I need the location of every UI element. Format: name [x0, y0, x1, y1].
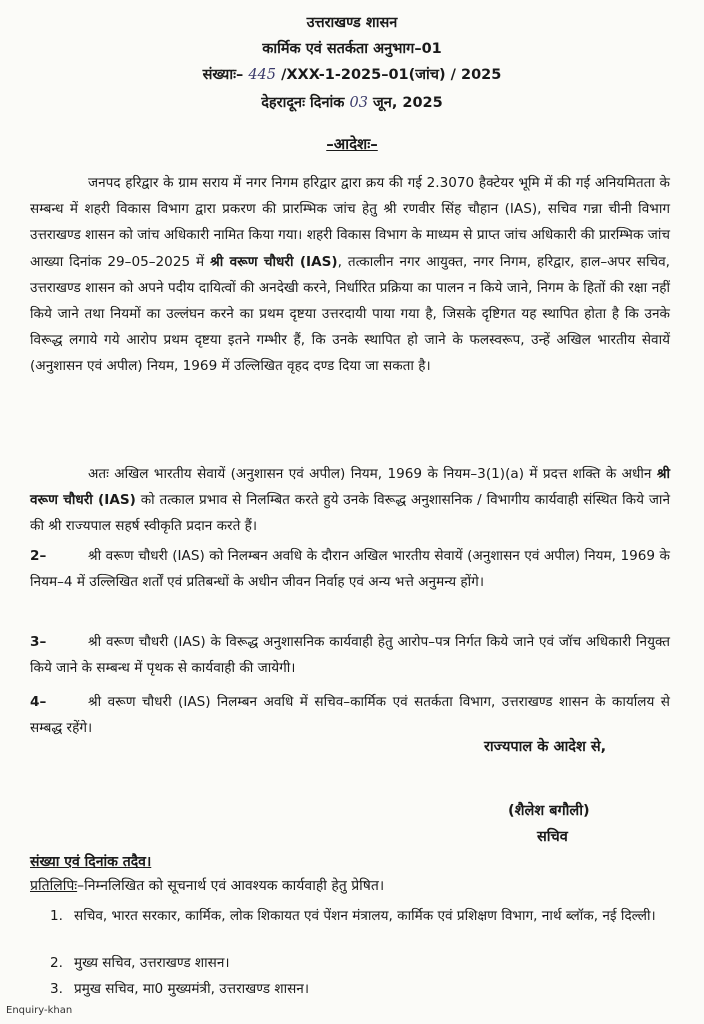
- list-item: 3. प्रमुख सचिव, मा0 मुख्यमंत्री, उत्तराखण्ड शासन।: [50, 981, 309, 997]
- watermark-text: Enquiry-khan: [6, 1005, 73, 1016]
- signatory-designation: सचिव: [537, 829, 568, 845]
- paragraph-2: अतः अखिल भारतीय सेवायें (अनुशासन एवं अपील) नियम, 1969 के नियम–3(1)(a) में प्रदत्त शक्ति के अधीन श्री वरूण चौधरी (IAS) को तत्काल प्रभाव से निलम्बित करते हुये उनके विरूद्ध अनुशासनिक / विभागीय कार्यवाही संस्थित किये जाने की श्री राज्यपाल सहर्ष स्वीकृति प्रदान करते हैं।: [30, 466, 670, 535]
- clause-2: 2– श्री वरूण चौधरी (IAS) को निलम्बन अवधि के दौरान अखिल भारतीय सेवायें (अनुशासन एवं अपील) नियम, 1969 के नियम–4 में उल्लिखित शर्तों एवं प्रतिबन्धों के अधीन जीवन निर्वाह एवं अन्य भत्ते अनुमन्य होंगे।: [30, 548, 670, 591]
- reference-number: संख्याः– 445 /XXX-1-2025–01(जांच) / 2025: [202, 67, 502, 83]
- list-item: 2. मुख्य सचिव, उत्तराखण्ड शासन।: [50, 955, 230, 971]
- issue-date: देहरादूनः दिनांक 03 जून, 2025: [261, 95, 443, 111]
- by-order-line: राज्यपाल के आदेश से,: [484, 739, 607, 755]
- handwritten-ref-number: 445: [248, 67, 277, 83]
- section-name: कार्मिक एवं सतर्कता अनुभाग–01: [262, 41, 442, 57]
- clause-4: 4– श्री वरूण चौधरी (IAS) निलम्बन अवधि में सचिव–कार्मिक एवं सतर्कता विभाग, उत्तराखण्ड शासन के कार्यालय से सम्बद्ध रहेंगे।: [30, 694, 670, 737]
- handwritten-date-day: 03: [349, 95, 368, 111]
- copy-to-line: प्रतिलिपिः–निम्नलिखित को सूचनार्थ एवं आवश्यक कार्यवाही हेतु प्रेषित।: [30, 878, 385, 894]
- officer-name: श्री वरूण चौधरी (IAS): [30, 466, 670, 509]
- list-item: 1. सचिव, भारत सरकार, कार्मिक, लोक शिकायत एवं पेंशन मंत्रालय, कार्मिक एवं प्रशिक्षण विभाग, नार्थ ब्लॉक, नई दिल्ली।: [50, 908, 656, 924]
- officer-name: श्री वरूण चौधरी (IAS): [210, 253, 338, 270]
- order-title: –आदेशः–: [326, 135, 378, 153]
- paragraph-1: जनपद हरिद्वार के ग्राम सराय में नगर निगम हरिद्वार द्वारा क्रय की गई 2.3070 हैक्टेयर भूमि में की गई अनियमितता के सम्बन्ध में शहरी विकास विभाग द्वारा प्रकरण की प्रारम्भिक जांच हेतु श्री रणवीर सिंह चौहान (IAS), सचिव गन्ना चीनी विभाग उत्तराखण्ड शासन को जांच अधिकारी नामित किया गया। शहरी विकास विभाग के माध्यम से प्राप्त जांच अधिकारी की प्रारम्भिक जांच आख्या दिनांक 29–05–2025 में श्री वरूण चौधरी (IAS), तत्कालीन नगर आयुक्त, नगर निगम, हरिद्वार, हाल–अपर सचिव, उत्तराखण्ड शासन को अपने पदीय दायित्वों की अनदेखी करने, निर्धारित प्रक्रिया का पालन न किये जाने, निगम के हितों की रक्षा नहीं किये जाने तथा नियमों का उल्लंघन करने का प्रथम दृष्टया उत्तरदायी पाया गया है, जिसके दृष्टिगत यह स्थापित होता है कि उनके विरूद्ध लगाये गये आरोप प्रथम दृष्टया इतने गम्भीर हैं, कि उनके स्थापित हो जाने के फलस्वरूप, उन्हें अखिल भारतीय सेवायें (अनुशासन एवं अपील) नियम, 1969 में उल्लिखित वृहद दण्ड दिया जा सकता है।: [30, 175, 670, 375]
- clause-3: 3– श्री वरूण चौधरी (IAS) के विरूद्ध अनुशासनिक कार्यवाही हेतु आरोप–पत्र निर्गत किये जाने एवं जॉच अधिकारी नियुक्त किये जाने के सम्बन्ध में पृथक से कार्यवाही की जायेगी।: [30, 634, 670, 677]
- department-name: उत्तराखण्ड शासन: [306, 15, 398, 31]
- same-reference-note: संख्या एवं दिनांक तदैव।: [30, 854, 152, 870]
- signatory-name: (शैलेश बगौली): [508, 803, 590, 819]
